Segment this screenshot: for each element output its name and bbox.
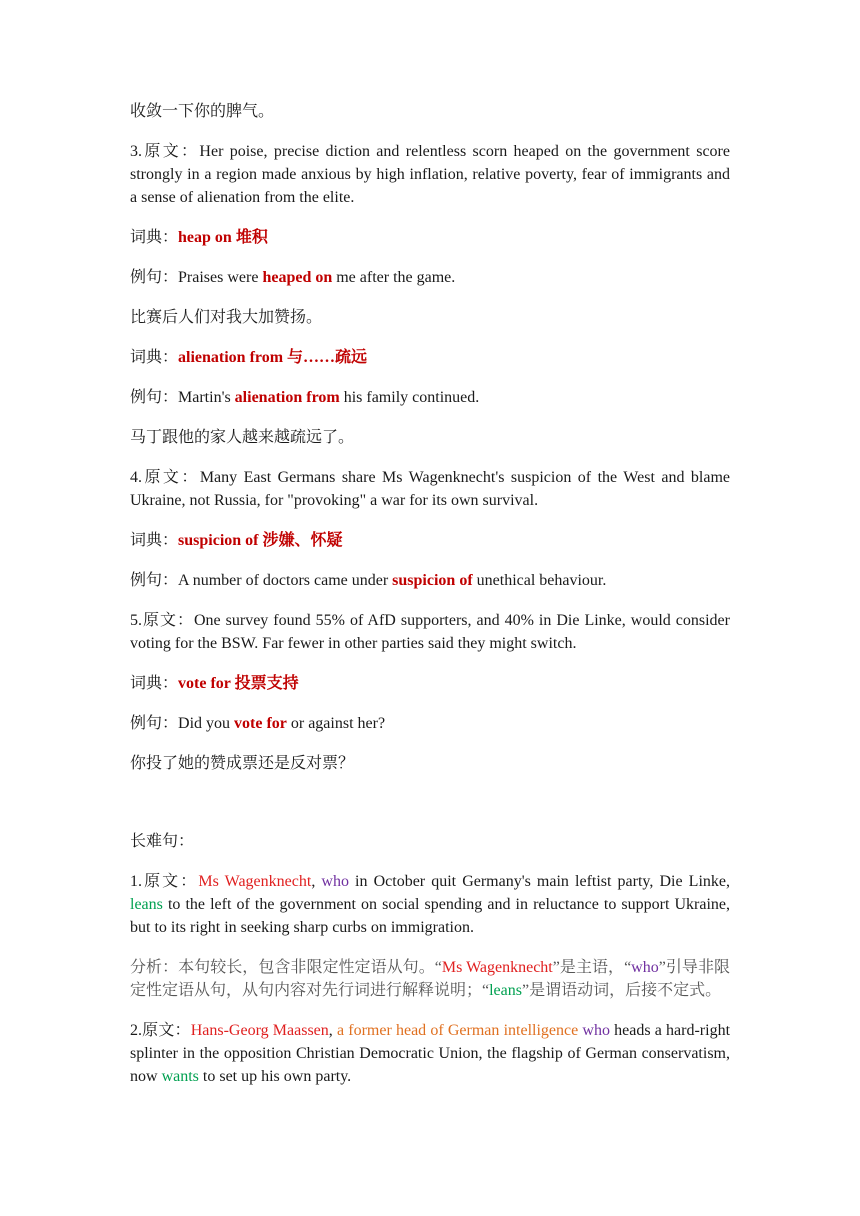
dictionary-label: 词典： <box>130 229 179 246</box>
source-sentence-4 <box>130 466 730 512</box>
example-sentence: 例句：Did you vote for or against her? <box>130 715 386 732</box>
source-label: 1.原文： <box>130 873 199 890</box>
dictionary-term: heap on 堆积 <box>178 229 268 246</box>
subject-phrase: Ms Wagenknecht <box>198 873 312 890</box>
example-translation: 比赛后人们对我大加赞扬。 <box>130 309 323 326</box>
highlighted-phrase: suspicion of <box>392 572 473 589</box>
source-text: One survey found 55% of AfD supporters, and 40% in Die Linke, would consider voting for the BSW. Far fewer in other parties said they might switch. <box>130 612 730 652</box>
highlighted-phrase: alienation from <box>234 389 340 406</box>
dictionary-term: suspicion of 涉嫌、怀疑 <box>178 532 343 549</box>
dictionary-entry <box>130 346 730 369</box>
example-label: 例句： <box>130 389 179 406</box>
relative-pronoun: who <box>582 1022 610 1039</box>
relative-pronoun: who <box>631 959 659 976</box>
example-sentence: 例句：Praises were heaped on me after the game. <box>130 269 456 286</box>
source-text: Her poise, precise diction and relentless scorn heaped on the government score strongly in a region made anxious by high inflation, relative poverty, fear of immigrants and a sense of alienation from the elite. <box>130 143 730 206</box>
dictionary-term: alienation from 与……疏远 <box>178 349 368 366</box>
source-label: 5.原文： <box>130 612 194 629</box>
example-label: 例句： <box>130 572 179 589</box>
source-label: 2.原文： <box>130 1022 191 1039</box>
dictionary-label: 词典： <box>130 675 179 692</box>
highlighted-phrase: heaped on <box>262 269 333 286</box>
dictionary-entry <box>130 226 730 249</box>
section-spacer <box>130 792 730 830</box>
long-sentence-1: 1.原文：Ms Wagenknecht, who in October quit Germany's main leftist party, Die Linke, leans to the left of the government on social spending and in reluctance to support Ukraine, but to its right in seeking sharp curbs on immigration. <box>130 873 730 936</box>
dictionary-label: 词典： <box>130 532 179 549</box>
source-sentence-3 <box>130 140 730 209</box>
source-text: Many East Germans share Ms Wagenknecht's suspicion of the West and blame Ukraine, not Russia, for "provoking" a war for its own survival. <box>130 469 730 509</box>
example-sentence: 例句：Martin's alienation from his family continued. <box>130 389 480 406</box>
subject-phrase: Hans-Georg Maassen <box>190 1022 329 1039</box>
example-label: 例句： <box>130 269 179 286</box>
subject-phrase: Ms Wagenknecht <box>441 959 553 976</box>
source-label: 4.原文： <box>130 469 200 486</box>
example-translation: 收敛一下你的脾气。 <box>130 103 275 120</box>
predicate-verb: leans <box>130 896 163 913</box>
example-label: 例句： <box>130 715 179 732</box>
predicate-verb: wants <box>161 1068 199 1085</box>
example-sentence: 例句：A number of doctors came under suspicion of unethical behaviour. <box>130 572 607 589</box>
example-translation: 你投了她的赞成票还是反对票？ <box>130 755 355 772</box>
dictionary-entry <box>130 529 730 552</box>
appositive-phrase: a former head of German intelligence <box>336 1022 579 1039</box>
dictionary-label: 词典： <box>130 349 179 366</box>
predicate-verb: leans <box>489 982 522 999</box>
document-page <box>130 100 730 1105</box>
example-translation: 马丁跟他的家人越来越疏远了。 <box>130 429 355 446</box>
dictionary-term: vote for 投票支持 <box>178 675 299 692</box>
dictionary-entry <box>130 672 730 695</box>
source-sentence-5 <box>130 609 730 655</box>
highlighted-phrase: vote for <box>234 715 287 732</box>
relative-pronoun: who <box>321 873 349 890</box>
long-sentence-2: 2.原文：Hans-Georg Maassen, a former head of German intelligence who heads a hard-right splinter in the opposition Christian Democratic Union, the flagship of German conservatism, now wants to set up his own party. <box>130 1022 731 1085</box>
section-heading: 长难句： <box>130 833 195 850</box>
analysis-paragraph: 分析：本句较长，包含非限定性定语从句。“Ms Wagenknecht”是主语，“who”引导非限定性定语从句，从句内容对先行词进行解释说明；“leans”是谓语动词，后接不定式。 <box>130 959 730 999</box>
source-label: 3.原文： <box>130 143 200 160</box>
